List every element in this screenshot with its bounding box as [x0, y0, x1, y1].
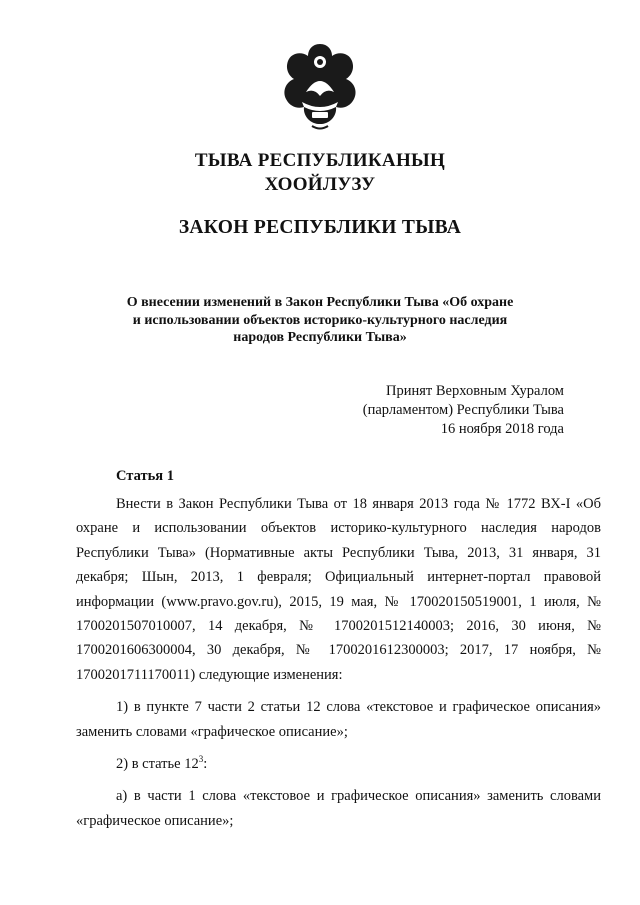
article-paragraph-item2a: а) в части 1 слова «текстовое и графическое описания» заменить словами «графическое описание»; [76, 788, 601, 829]
header-tuvan-line1: ТЫВА РЕСПУБЛИКАНЫҢ [194, 150, 446, 171]
item2-suffix: : [203, 756, 208, 773]
article-paragraph-item1: 1) в пункте 7 части 2 статьи 12 слова «текстовое и графическое описания» заменить словами «графическое описание»; [76, 699, 601, 740]
article-body [76, 492, 601, 841]
adoption-line2: (парламентом) Республики Тыва [362, 402, 564, 418]
article-paragraph-intro: Внести в Закон Республики Тыва от 18 января 2013 года № 1772 ВХ-I «Об охране и использовании объектов историко-культурного наследия народов Республики Тыва» (Нормативные акты Республики Тыва, 2013, 31 января, 31 декабря; Шын, 2013, 1 февраля; Официальный интернет-портал правовой информации (www.pravo.gov.ru), 2015, 19 мая, № 170020150519001, 1 июля, № 1700201507010007, 14 декабря, № 1700201512140003; 2016, 30 июня, № 1700201606300004, 30 декабря, № 1700201612300003; 2017, 17 ноября, № 1700201711170011) следующие изменения: [76, 496, 601, 683]
adoption-info [363, 382, 564, 439]
law-title-line1: О внесении изменений в Закон Республики Тыва «Об охране [126, 295, 514, 310]
coat-of-arms-icon [276, 40, 364, 132]
header-tuvan-line2: ХООЙЛУЗУ [264, 174, 376, 195]
adoption-date: 16 ноября 2018 года [440, 421, 564, 437]
item2-prefix: 2) в статье 12 [116, 756, 199, 773]
law-title [80, 294, 560, 347]
law-title-line2: и использовании объектов историко-культурного наследия [132, 312, 508, 328]
item2-superscript: 3 [198, 754, 204, 765]
law-title-line3: народов Республики Тыва» [233, 330, 407, 345]
header-russian: ЗАКОН РЕСПУБЛИКИ ТЫВА [178, 217, 462, 238]
adoption-line1: Принят Верховным Хуралом [386, 383, 564, 399]
article-paragraph-item2 [76, 752, 601, 776]
article-heading: Статья 1 [116, 468, 174, 484]
